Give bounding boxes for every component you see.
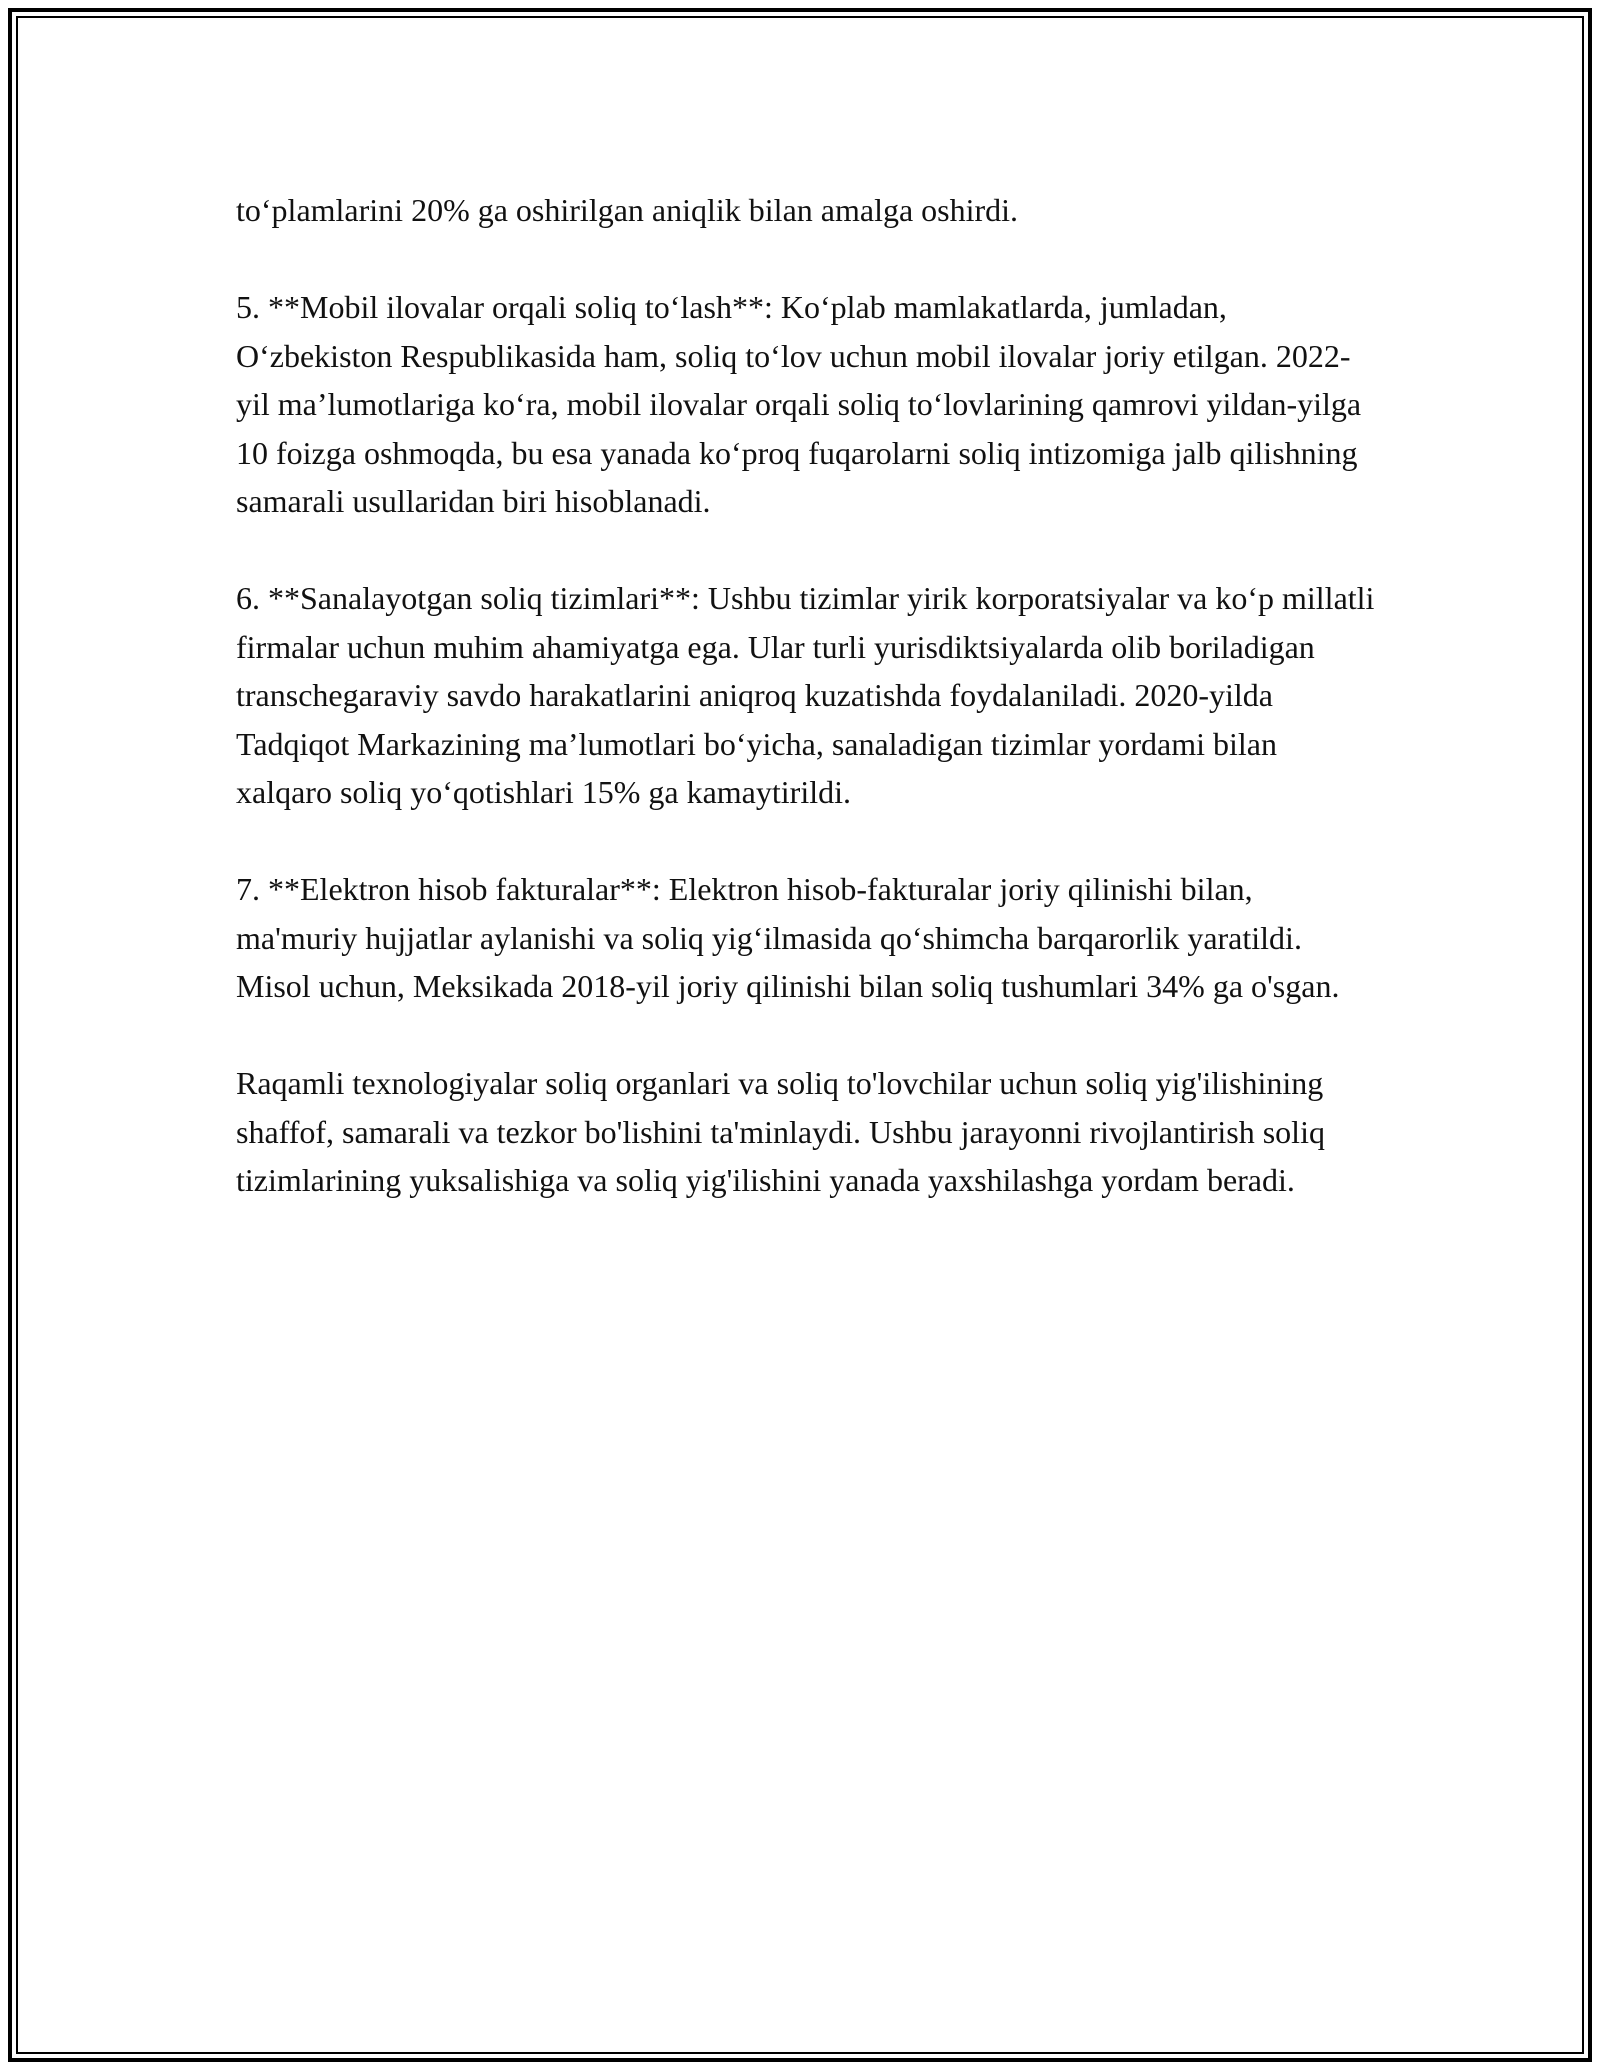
paragraph-conclusion: Raqamli texnologiyalar soliq organlari va soliq to'lovchilar uchun soliq yig'ilishining shaffof, samarali va tezkor bo'lishini ta'minlaydi. Ushbu jarayonni rivojlantirish soliq tizimlarining yuksalishiga va soliq yig'ilishini yanada yaxshilashga yordam beradi. xyxy=(236,1065,1325,1198)
document-body xyxy=(236,186,1376,1205)
paragraph-item-6-tax-systems: 6. **Sanalayotgan soliq tizimlari**: Ushbu tizimlar yirik korporatsiyalar va ko‘p millatli firmalar uchun muhim ahamiyatga ega. Ular turli yurisdiktsiyalarda olib boriladigan transchegaraviy savdo harakatlarini aniqroq kuzatishda foydalaniladi. 2020-yilda Tadqiqot Markazining ma’lumotlari bo‘yicha, sanaladigan tizimlar yordami bilan xalqaro soliq yo‘qotishlari 15% ga kamaytirildi. xyxy=(236,580,1375,810)
paragraph-item-7-e-invoices: 7. **Elektron hisob fakturalar**: Elektron hisob-fakturalar joriy qilinishi bilan, ma'muriy hujjatlar aylanishi va soliq yig‘ilmasida qo‘shimcha barqarorlik yaratildi. Misol uchun, Meksikada 2018-yil joriy qilinishi bilan soliq tushumlari 34% ga o'sgan. xyxy=(236,871,1340,1004)
paragraph-item-5-mobile-apps: 5. **Mobil ilovalar orqali soliq to‘lash**: Ko‘plab mamlakatlarda, jumladan, O‘zbekiston Respublikasida ham, soliq to‘lov uchun mobil ilovalar joriy etilgan. 2022-yil ma’lumotlariga ko‘ra, mobil ilovalar orqali soliq to‘lovlarining qamrovi yildan-yilga 10 foizga oshmoqda, bu esa yanada ko‘proq fuqarolarni soliq intizomiga jalb qilishning samarali usullaridan biri hisoblanadi. xyxy=(236,289,1362,519)
paragraph-continuation: to‘plamlarini 20% ga oshirilgan aniqlik bilan amalga oshirdi. xyxy=(236,192,1019,228)
